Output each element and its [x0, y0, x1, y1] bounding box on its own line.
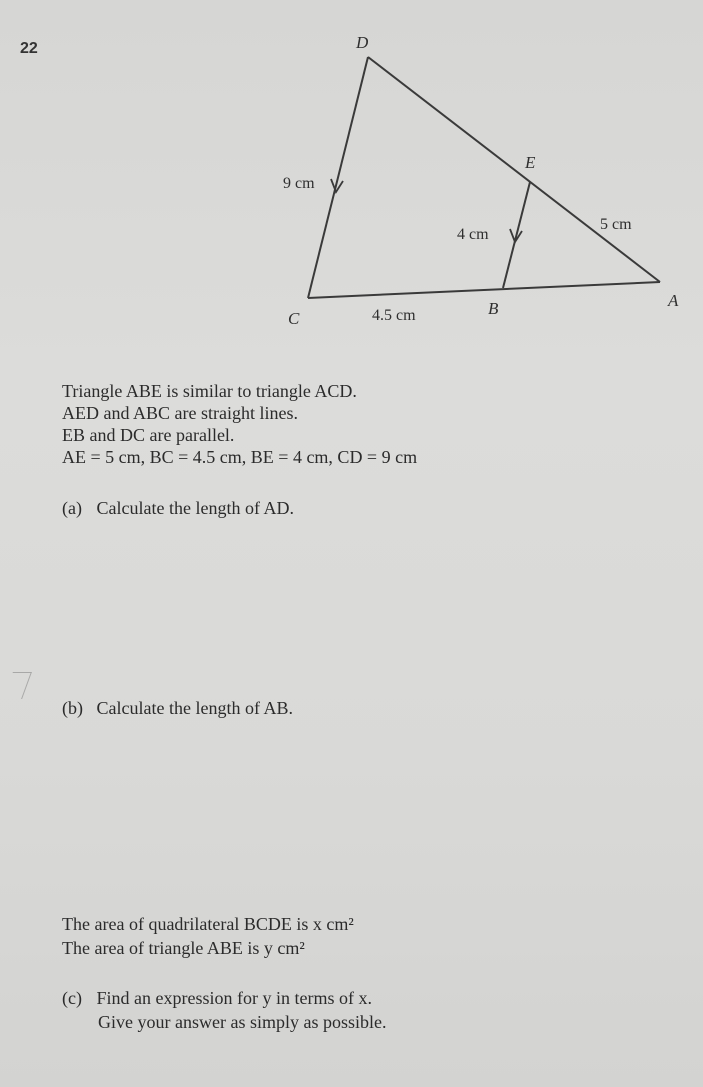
- statement-parallel: EB and DC are parallel.: [62, 425, 235, 445]
- vertex-label-c: C: [288, 309, 300, 328]
- side-cd: [308, 57, 368, 298]
- vertex-label-d: D: [356, 33, 369, 52]
- length-label-ea: 5 cm: [600, 216, 632, 233]
- vertex-label-e: E: [525, 153, 536, 172]
- part-c-line2: Give your answer as simply as possible.: [98, 1012, 387, 1032]
- part-c-line1: Find an expression for y in terms of x.: [96, 988, 372, 1008]
- statement-similar: Triangle ABE is similar to triangle ACD.: [62, 381, 357, 401]
- part-c: [62, 986, 386, 1034]
- statement-lengths: AE = 5 cm, BC = 4.5 cm, BE = 4 cm, CD = 9 cm: [62, 447, 418, 467]
- length-label-cb: 4.5 cm: [372, 307, 416, 324]
- part-c-label: (c): [62, 988, 82, 1008]
- vertex-label-a: A: [668, 291, 679, 310]
- part-b: [62, 698, 293, 719]
- part-b-text: Calculate the length of AB.: [96, 698, 293, 718]
- question-number: 22: [20, 40, 38, 57]
- part-a-label: (a): [62, 498, 82, 518]
- margin-pen-mark: [3, 672, 32, 699]
- vertex-label-b: B: [488, 299, 499, 318]
- given-statements: [62, 380, 417, 468]
- part-a: [62, 498, 294, 519]
- triangle-diagram: [0, 0, 703, 360]
- length-label-eb: 4 cm: [457, 226, 489, 243]
- area-quadrilateral: The area of quadrilateral BCDE is x cm²: [62, 914, 354, 934]
- segment-eb: [503, 182, 530, 288]
- part-a-text: Calculate the length of AD.: [96, 498, 294, 518]
- statement-straight-lines: AED and ABC are straight lines.: [62, 403, 298, 423]
- area-statements: [62, 912, 354, 960]
- side-ca: [308, 282, 660, 298]
- part-b-label: (b): [62, 698, 83, 718]
- length-label-cd: 9 cm: [283, 175, 315, 192]
- area-triangle: The area of triangle ABE is y cm²: [62, 938, 305, 958]
